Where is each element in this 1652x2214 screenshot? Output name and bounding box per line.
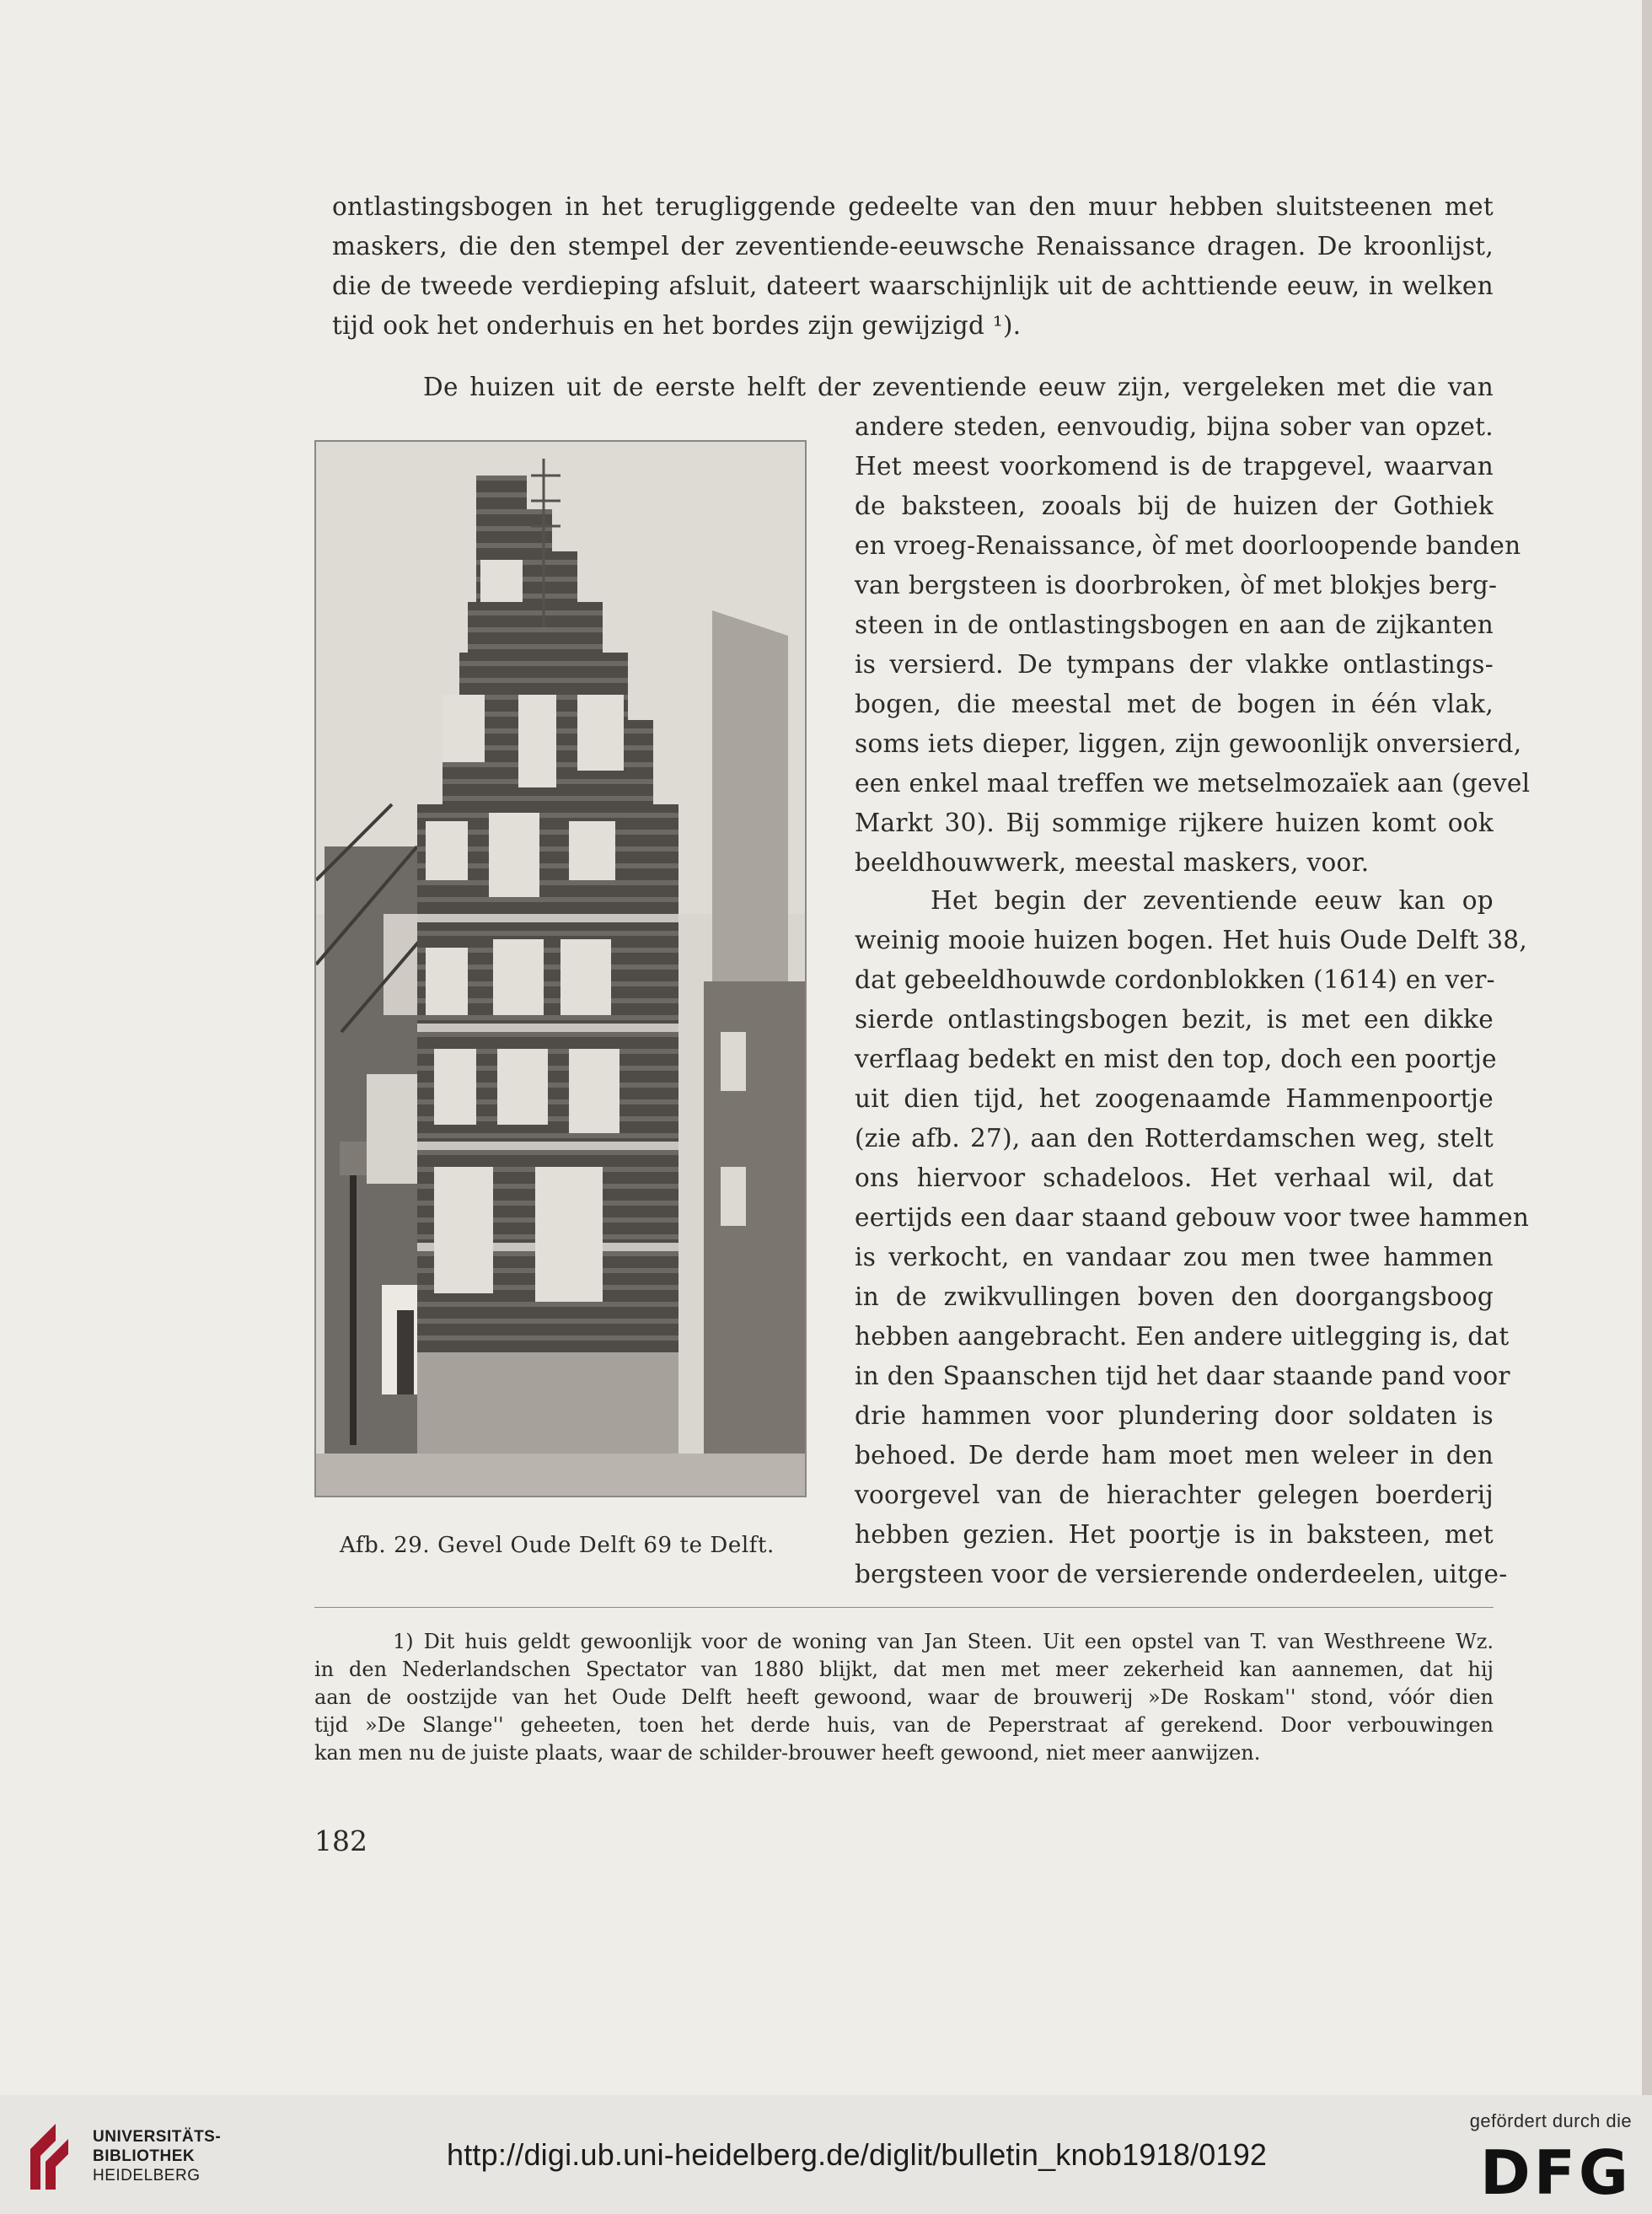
text-line: Het begin der zeventiende eeuw kan op — [931, 886, 1494, 915]
footnote — [314, 1628, 1494, 1767]
scan-edge — [1642, 0, 1652, 2095]
text-line: ontlastingsbogen in het terugliggende gedeelte van den muur hebben sluitsteenen met — [332, 192, 1494, 221]
text-line: drie hammen voor plundering door soldaten is — [855, 1401, 1494, 1430]
text-line: in den Spaanschen tijd het daar staande pand voor — [855, 1362, 1510, 1390]
paragraph-1 — [332, 187, 1494, 346]
footnote-line: tijd »De Slange'' geheeten, toen het derde huis, van de Peperstraat af gerekend. Door verbouwingen — [314, 1713, 1494, 1737]
text-line: soms iets dieper, liggen, zijn gewoonlijk onversierd, — [855, 729, 1522, 758]
text-line: eertijds een daar staand gebouw voor twee hammen — [855, 1203, 1530, 1232]
figure-caption: Afb. 29. Gevel Oude Delft 69 te Delft. — [340, 1533, 775, 1558]
library-name — [93, 2127, 221, 2185]
text-line: hebben aangebracht. Een andere uitlegging is, dat — [855, 1322, 1510, 1351]
text-line: bergsteen voor de versierende onderdeelen, uitge- — [855, 1560, 1508, 1588]
text-line: een enkel maal treffen we metselmozaïek aan (gevel — [855, 769, 1531, 798]
text-line: Markt 30). Bij sommige rijkere huizen komt ook — [855, 809, 1494, 837]
text-line: sierde ontlastingsbogen bezit, is met een dikke — [855, 1005, 1494, 1034]
text-line: (zie afb. 27), aan den Rotterdamschen weg, stelt — [855, 1124, 1494, 1153]
text-line: steen in de ontlastingsbogen en aan de zijkanten — [855, 610, 1494, 639]
text-line: is verkocht, en vandaar zou men twee hammen — [855, 1243, 1494, 1271]
facade-photo — [314, 440, 807, 1497]
paragraph-3 — [855, 881, 1530, 1594]
text-line: uit dien tijd, het zoogenaamde Hammenpoortje — [855, 1084, 1494, 1113]
text-line: bogen, die meestal met de bogen in één vlak, — [855, 690, 1494, 718]
footnote-line: in den Nederlandschen Spectator van 1880 blijkt, dat men met meer zekerheid kan aannemen, dat hij — [314, 1658, 1494, 1681]
text-line: maskers, die den stempel der zeventiende-eeuwsche Renaissance dragen. De kroonlijst, — [332, 232, 1494, 261]
text-line: die de tweede verdieping afsluit, dateert waarschijnlijk uit de achttiende eeuw, in welken — [332, 271, 1494, 300]
text-line: de baksteen, zooals bij de huizen der Gothiek — [855, 492, 1494, 520]
library-name-line: UNIVERSITÄTS- — [93, 2128, 222, 2146]
university-library-logo-icon — [22, 2115, 81, 2196]
text-line: voorgevel van de hierachter gelegen boerderij — [855, 1480, 1494, 1509]
text-line: verflaag bedekt en mist den top, doch een poortje — [855, 1045, 1497, 1073]
footnote-line: 1) Dit huis geldt gewoonlijk voor de woning van Jan Steen. Uit een opstel van T. van Westhreene Wz. — [393, 1630, 1494, 1653]
funding-note: gefördert durch die — [1469, 2110, 1632, 2131]
text-line: hebben gezien. Het poortje is in baksteen, met — [855, 1520, 1494, 1549]
text-line: Het meest voorkomend is de trapgevel, waarvan — [855, 452, 1494, 481]
text-line: ons hiervoor schadeloos. Het verhaal wil, dat — [855, 1163, 1494, 1192]
footnote-line: aan de oostzijde van het Oude Delft heeft gewoond, waar de brouwerij »De Roskam'' stond, vóór dien — [314, 1685, 1494, 1709]
text-line: De huizen uit de eerste helft der zeventiende eeuw zijn, vergeleken met die van — [423, 373, 1494, 401]
library-name-line: BIBLIOTHEK — [93, 2147, 196, 2165]
text-line: dat gebeeldhouwde cordonblokken (1614) en ver- — [855, 965, 1495, 994]
text-line: weinig mooie huizen bogen. Het huis Oude Delft 38, — [855, 926, 1528, 954]
footnote-divider — [314, 1607, 1494, 1608]
text-line: in de zwikvullingen boven den doorgangsboog — [855, 1282, 1494, 1311]
library-name-line: HEIDELBERG — [93, 2167, 201, 2184]
dfg-logo: DFG — [1479, 2137, 1632, 2208]
page-number: 182 — [314, 1824, 367, 1857]
text-line: en vroeg-Renaissance, òf met doorloopende banden — [855, 531, 1521, 560]
text-line: van bergsteen is doorbroken, òf met blokjes berg- — [855, 571, 1498, 599]
viewer-footer — [0, 2095, 1652, 2214]
footnote-line: kan men nu de juiste plaats, waar de schilder-brouwer heeft gewoond, niet meer aanwijzen. — [314, 1741, 1261, 1765]
text-line: andere steden, eenvoudig, bijna sober van opzet. — [855, 412, 1494, 441]
text-line: beeldhouwwerk, meestal maskers, voor. — [855, 848, 1370, 877]
text-line: tijd ook het onderhuis en het bordes zijn gewijzigd ¹). — [332, 311, 1022, 340]
text-line: behoed. De derde ham moet men weleer in den — [855, 1441, 1494, 1470]
text-line: is versierd. De tympans der vlakke ontlastings- — [855, 650, 1494, 679]
permalink[interactable]: http://digi.ub.uni-heidelberg.de/diglit/bulletin_knob1918/0192 — [447, 2137, 1268, 2172]
